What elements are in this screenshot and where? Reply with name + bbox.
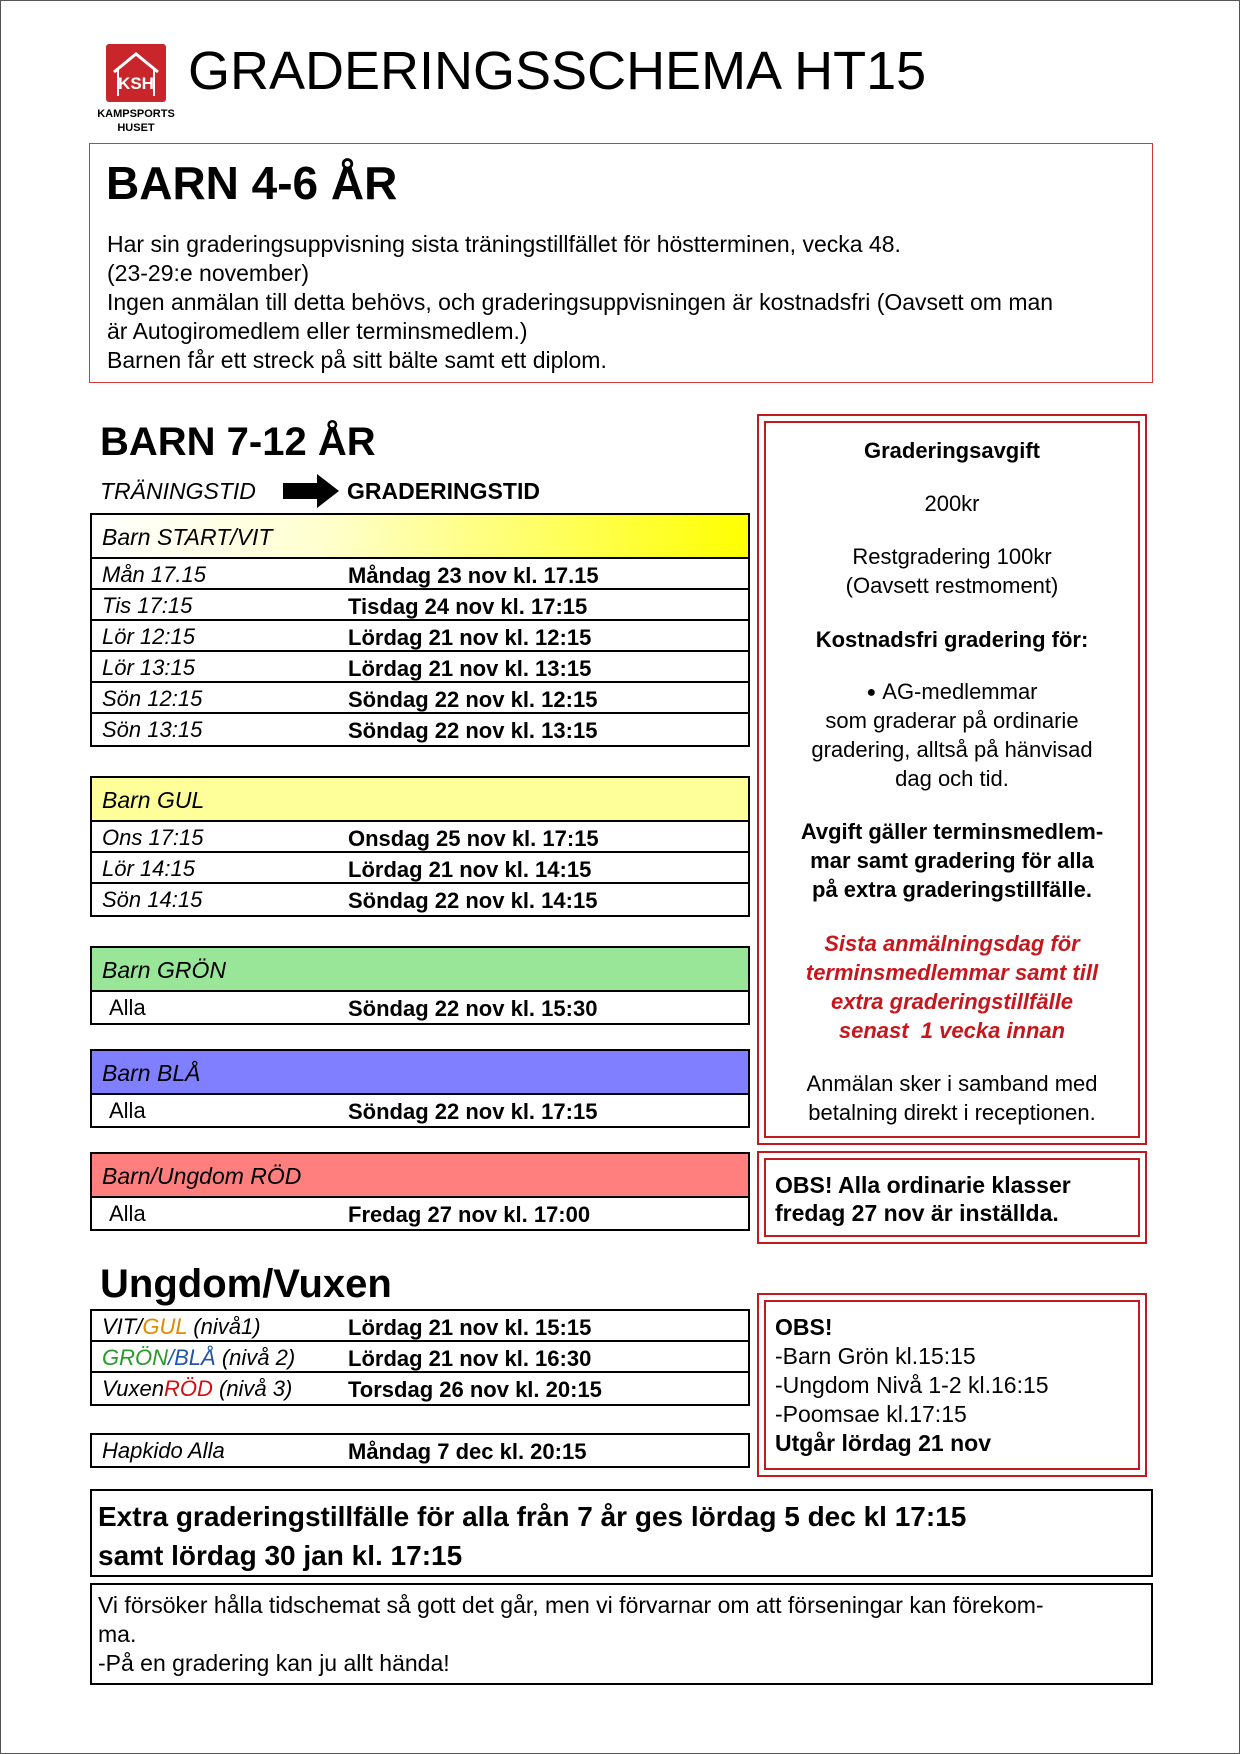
extra-grading-text — [98, 1497, 966, 1575]
barn-4-6-line: Har sin graderingsuppvisning sista träningstillfället för höstterminen, vecka 48. — [107, 231, 901, 257]
note-line: Vi försöker hålla tidschemat så gott det går, men vi förvarnar om att förseningar kan förekom- — [98, 1592, 1044, 1618]
grading-time: Torsdag 26 nov kl. 20:15 — [348, 1377, 602, 1402]
barn-4-6-heading: BARN 4-6 ÅR — [106, 157, 398, 209]
deadline-note: senast 1 vecka innan — [838, 1018, 1066, 1043]
obs-line: -Ungdom Nivå 1-2 kl.16:15 — [775, 1372, 1049, 1398]
fee-title: Graderingsavgift — [863, 438, 1041, 463]
level-part: GRÖN — [102, 1345, 168, 1370]
obs-title: OBS! — [775, 1314, 833, 1340]
extra-grading-box — [90, 1489, 1153, 1577]
schedule-hapkido — [90, 1433, 750, 1468]
training-time: Alla — [109, 1201, 146, 1226]
delay-note-text — [98, 1591, 1044, 1678]
table-row — [92, 621, 748, 652]
extra-line: Extra graderingstillfälle för alla från 7 år ges lördag 5 dec kl 17:15 — [98, 1501, 967, 1532]
table-row — [92, 853, 748, 884]
level-part: (nivå1) — [187, 1314, 261, 1339]
table-row — [92, 822, 748, 853]
level-part: Vuxen — [102, 1376, 164, 1401]
obs-line: fredag 27 nov är inställda. — [775, 1200, 1059, 1226]
grading-time: Lördag 21 nov kl. 14:15 — [348, 857, 592, 882]
obs-line: -Barn Grön kl.15:15 — [775, 1343, 976, 1369]
grading-time-label: GRADERINGSTID — [347, 478, 540, 504]
training-time: Lör 14:15 — [102, 856, 195, 881]
table-row — [92, 1373, 748, 1404]
barn-4-6-section — [89, 143, 1153, 383]
grading-time: Söndag 22 nov kl. 14:15 — [348, 888, 598, 913]
training-time: Sön 14:15 — [102, 887, 203, 912]
page-title: GRADERINGSSCHEMA HT15 — [188, 41, 927, 101]
barn-4-6-line: är Autogiromedlem eller terminsmedlem.) — [107, 318, 528, 344]
ag-line: gradering, alltså på hänvisad — [811, 737, 1093, 762]
schedule-gron — [90, 946, 750, 1025]
obs-saturday-box — [757, 1293, 1147, 1477]
level-part: RÖD — [163, 1376, 213, 1401]
training-time: Mån 17.15 — [102, 562, 206, 587]
level-label: Hapkido Alla — [102, 1438, 225, 1463]
grading-time: Söndag 22 nov kl. 15:30 — [348, 996, 598, 1021]
group-header: Barn GRÖN — [92, 948, 748, 992]
training-time: Alla — [109, 995, 146, 1020]
barn-7-12-heading: BARN 7-12 ÅR — [100, 420, 376, 464]
grading-time: Fredag 27 nov kl. 17:00 — [348, 1202, 591, 1227]
group-header: Barn/Ungdom RÖD — [92, 1154, 748, 1198]
grading-time: Måndag 23 nov kl. 17.15 — [348, 563, 599, 588]
logo-sub-2: HUSET — [117, 122, 155, 134]
deadline-note: terminsmedlemmar samt till — [805, 960, 1099, 985]
deadline-note: extra graderingstillfälle — [830, 989, 1074, 1014]
grading-time: Måndag 7 dec kl. 20:15 — [348, 1439, 587, 1464]
fee-note: Avgift gäller terminsmedlem- — [800, 819, 1104, 844]
free-title: Kostnadsfri gradering för: — [815, 627, 1089, 652]
table-row — [92, 884, 748, 915]
registration-note: Anmälan sker i samband med — [806, 1071, 1098, 1096]
obs-cancelled-box — [757, 1151, 1147, 1244]
barn-4-6-line: Ingen anmälan till detta behövs, och graderingsuppvisningen är kostnadsfri (Oavsett om man — [107, 289, 1054, 315]
table-row — [92, 1342, 748, 1373]
training-time: Lör 12:15 — [102, 624, 195, 649]
table-row — [92, 1095, 748, 1126]
training-time: Alla — [109, 1098, 146, 1123]
level-part: /BLÅ — [168, 1345, 216, 1370]
ag-line: dag och tid. — [895, 766, 1009, 791]
barn-4-6-line: (23-29:e november) — [107, 260, 309, 286]
level-label — [102, 1314, 261, 1340]
barn-4-6-line: Barnen får ett streck på sitt bälte samt ett diplom. — [107, 347, 607, 373]
training-time-label: TRÄNINGSTID — [100, 478, 256, 504]
training-time: Tis 17:15 — [102, 593, 193, 618]
level-part: GUL — [142, 1314, 188, 1339]
training-time: Lör 13:15 — [102, 655, 195, 680]
rest-fee: Restgradering 100kr — [852, 544, 1052, 569]
level-part: (nivå 3) — [212, 1376, 293, 1401]
barn-4-6-text — [107, 230, 1137, 375]
ksh-logo — [88, 44, 184, 136]
grading-time: Lördag 21 nov kl. 15:15 — [348, 1315, 592, 1340]
group-header: Barn GUL — [92, 778, 748, 822]
table-row — [92, 714, 748, 745]
logo-ksh-text: KSH — [118, 74, 154, 93]
fee-price: 200kr — [924, 491, 980, 516]
group-header: Barn START/VIT — [92, 515, 748, 559]
group-header: Barn BLÅ — [92, 1051, 748, 1095]
table-row — [92, 652, 748, 683]
level-label — [102, 1345, 295, 1371]
note-line: ma. — [98, 1621, 137, 1647]
schedule-ungdom — [90, 1309, 750, 1406]
grading-time: Tisdag 24 nov kl. 17:15 — [348, 594, 588, 619]
obs-line: -Poomsae kl.17:15 — [775, 1401, 967, 1427]
schedule-bla — [90, 1049, 750, 1128]
obs-line: Utgår lördag 21 nov — [775, 1430, 991, 1456]
table-row — [92, 683, 748, 714]
registration-note: betalning direkt i receptionen. — [808, 1100, 1096, 1125]
training-time: Sön 13:15 — [102, 717, 203, 742]
ag-line: ● AG-medlemmar — [866, 679, 1038, 704]
obs-line: OBS! Alla ordinarie klasser — [775, 1172, 1071, 1198]
grading-time: Söndag 22 nov kl. 17:15 — [348, 1099, 598, 1124]
grading-time: Onsdag 25 nov kl. 17:15 — [348, 826, 599, 851]
ag-line-text: AG-medlemmar — [882, 679, 1038, 704]
table-row — [92, 1435, 748, 1466]
deadline-note: Sista anmälningsdag för — [824, 931, 1080, 956]
logo-sub-1: KAMPSPORTS — [97, 108, 175, 120]
table-row — [92, 992, 748, 1023]
ungdom-vuxen-heading: Ungdom/Vuxen — [100, 1262, 392, 1306]
grading-time: Lördag 21 nov kl. 16:30 — [348, 1346, 592, 1371]
training-time: Sön 12:15 — [102, 686, 203, 711]
level-label — [102, 1376, 292, 1402]
fee-note: mar samt gradering för alla — [810, 848, 1094, 873]
grading-time: Lördag 21 nov kl. 13:15 — [348, 656, 592, 681]
note-line: -På en gradering kan ju allt hända! — [98, 1650, 450, 1676]
table-row — [92, 1198, 748, 1229]
table-row — [92, 1311, 748, 1342]
grading-time: Lördag 21 nov kl. 12:15 — [348, 625, 592, 650]
fee-note: på extra graderingstillfälle. — [812, 877, 1092, 902]
rest-fee-note: (Oavsett restmoment) — [845, 573, 1059, 598]
arrow-right-icon — [283, 474, 339, 513]
schedule-start-vit — [90, 513, 750, 747]
grading-time: Söndag 22 nov kl. 13:15 — [348, 718, 598, 743]
level-part: (nivå 2) — [215, 1345, 296, 1370]
grading-time: Söndag 22 nov kl. 12:15 — [348, 687, 598, 712]
ag-line: som graderar på ordinarie — [825, 708, 1079, 733]
level-part: VIT/ — [102, 1314, 143, 1339]
training-time: Ons 17:15 — [102, 825, 204, 850]
delay-note-box — [90, 1583, 1153, 1685]
obs-saturday-text — [775, 1313, 1049, 1458]
extra-line: samt lördag 30 jan kl. 17:15 — [98, 1540, 463, 1571]
schedule-rod — [90, 1152, 750, 1231]
table-row — [92, 559, 748, 590]
obs-cancelled-text — [775, 1171, 1071, 1227]
table-row — [92, 590, 748, 621]
schedule-gul — [90, 776, 750, 917]
fee-info-box — [757, 414, 1147, 1145]
